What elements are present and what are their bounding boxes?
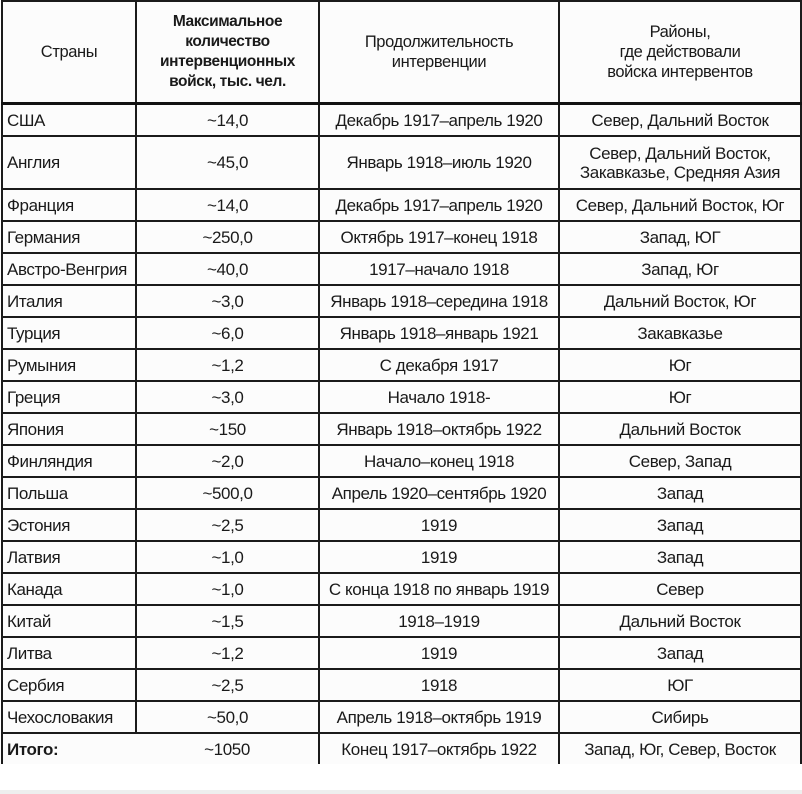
cell-troops: ~14,0 [136,104,319,137]
cell-country: Сербия [2,669,136,701]
region-line: Юг [668,355,692,375]
table-row [2,189,801,221]
cell-country: Япония [2,413,136,445]
cell-duration: С конца 1918 по январь 1919 [319,573,559,605]
table-row [2,349,801,381]
total-duration: Конец 1917–октябрь 1922 [319,733,559,764]
cell-country: Германия [2,221,136,253]
region-line: Север, Дальний Восток [591,110,769,130]
header-duration-line: интервенции [391,53,487,71]
region-line: Дальний Восток, Юг [603,291,757,311]
header-country: Страны [2,1,136,104]
cell-regions [559,189,801,221]
cell-duration: 1919 [319,541,559,573]
cell-duration: Январь 1918–январь 1921 [319,317,559,349]
cell-country: США [2,104,136,137]
cell-regions [559,669,801,701]
bottom-margin [0,790,802,794]
cell-troops: ~40,0 [136,253,319,285]
region-line: Запад [656,643,704,663]
region-line: Запад [656,515,704,535]
cell-country: Литва [2,637,136,669]
cell-troops: ~1,0 [136,541,319,573]
cell-duration: Декабрь 1917–апрель 1920 [319,104,559,137]
cell-troops: ~6,0 [136,317,319,349]
region-line: Север, Дальний Восток, Юг [575,195,785,215]
cell-country: Румыния [2,349,136,381]
total-troops: ~1050 [136,733,319,764]
region-line: Закавказье [637,323,723,343]
cell-country: Латвия [2,541,136,573]
cell-regions [559,253,801,285]
header-regions-line: где действовали [619,43,741,61]
region-line: Север, Дальний Восток, [589,143,771,163]
cell-troops: ~2,0 [136,445,319,477]
cell-duration: 1919 [319,509,559,541]
table-row [2,381,801,413]
header-troops-line: войск, тыс. чел. [169,73,286,90]
header-troops-line: количество [185,33,270,50]
cell-duration: 1917–начало 1918 [319,253,559,285]
table-row [2,445,801,477]
table-row [2,136,801,189]
region-line: Юг [668,387,692,407]
total-row [2,733,801,764]
cell-regions [559,573,801,605]
cell-duration: 1918–1919 [319,605,559,637]
cell-troops: ~250,0 [136,221,319,253]
cell-country: Турция [2,317,136,349]
cell-country: Китай [2,605,136,637]
header-troops [136,1,319,104]
cell-troops: ~500,0 [136,477,319,509]
region-line: Запад [656,483,704,503]
table-row [2,509,801,541]
region-line: Запад, ЮГ [639,227,721,247]
cell-regions [559,541,801,573]
cell-troops: ~45,0 [136,136,319,189]
cell-troops: ~1,2 [136,349,319,381]
table-row [2,637,801,669]
cell-troops: ~3,0 [136,285,319,317]
region-line: Запад [656,547,704,567]
cell-duration: Январь 1918–октябрь 1922 [319,413,559,445]
header-duration [319,1,559,104]
cell-troops: ~3,0 [136,381,319,413]
cell-regions [559,104,801,137]
table-row [2,477,801,509]
cell-regions [559,445,801,477]
table-row [2,541,801,573]
cell-duration: Начало 1918- [319,381,559,413]
cell-troops: ~1,2 [136,637,319,669]
cell-duration: Апрель 1918–октябрь 1919 [319,701,559,733]
cell-troops: ~1,5 [136,605,319,637]
cell-regions [559,701,801,733]
header-row [2,1,801,104]
cell-duration: Январь 1918–июль 1920 [319,136,559,189]
cell-country: Италия [2,285,136,317]
table-header [2,1,801,104]
total-regions: Запад, Юг, Север, Восток [559,733,801,764]
table-row [2,701,801,733]
cell-duration: Октябрь 1917–конец 1918 [319,221,559,253]
region-line: Закавказье, Средняя Азия [579,162,781,182]
table-row [2,285,801,317]
cell-regions [559,285,801,317]
header-regions-line: Районы, [649,23,711,41]
cell-troops: ~14,0 [136,189,319,221]
table-row [2,317,801,349]
cell-troops: ~2,5 [136,509,319,541]
cell-troops: ~2,5 [136,669,319,701]
cell-regions [559,349,801,381]
header-regions-line: войска интервентов [607,63,753,81]
cell-duration: 1918 [319,669,559,701]
cell-duration: Декабрь 1917–апрель 1920 [319,189,559,221]
header-duration-line: Продолжительность [364,33,514,51]
cell-country: Чехословакия [2,701,136,733]
region-line: ЮГ [667,675,693,695]
table-body [2,104,801,765]
cell-duration: Начало–конец 1918 [319,445,559,477]
cell-country: Польша [2,477,136,509]
table-row [2,669,801,701]
cell-regions [559,637,801,669]
region-line: Дальний Восток [619,611,741,631]
table-row [2,221,801,253]
cell-troops: ~150 [136,413,319,445]
table-row [2,253,801,285]
cell-country: Австро-Венгрия [2,253,136,285]
cell-regions [559,317,801,349]
header-troops-line: интервенционных [160,53,295,70]
cell-country: Греция [2,381,136,413]
cell-regions [559,413,801,445]
total-label: Итого: [2,733,136,764]
cell-duration: С декабря 1917 [319,349,559,381]
cell-duration: Январь 1918–середина 1918 [319,285,559,317]
table-row [2,104,801,137]
table-row [2,413,801,445]
region-line: Дальний Восток [619,419,741,439]
header-troops-line: Максимальное [172,13,283,30]
region-line: Север, Запад [628,451,732,471]
cell-duration: Апрель 1920–сентябрь 1920 [319,477,559,509]
cell-regions [559,221,801,253]
table-row [2,605,801,637]
region-line: Сибирь [651,707,709,727]
cell-country: Канада [2,573,136,605]
cell-regions [559,509,801,541]
cell-country: Франция [2,189,136,221]
cell-regions [559,381,801,413]
cell-country: Эстония [2,509,136,541]
region-line: Запад, Юг [641,259,719,279]
header-regions [559,1,801,104]
cell-country: Англия [2,136,136,189]
cell-duration: 1919 [319,637,559,669]
cell-troops: ~50,0 [136,701,319,733]
foreign-intervention-table [1,0,802,764]
cell-regions [559,136,801,189]
cell-troops: ~1,0 [136,573,319,605]
table-row [2,573,801,605]
cell-regions [559,605,801,637]
cell-country: Финляндия [2,445,136,477]
region-line: Север [656,579,704,599]
cell-regions [559,477,801,509]
